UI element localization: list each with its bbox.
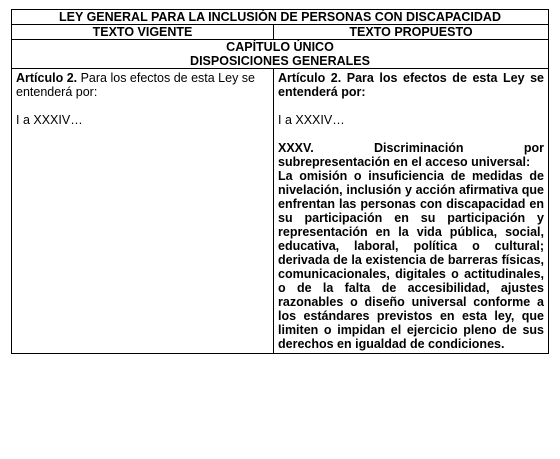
proposed-text-cell xyxy=(274,69,549,354)
proposed-range: I a XXXIV… xyxy=(278,113,345,127)
law-title: LEY GENERAL PARA LA INCLUSIÓN DE PERSONAS CON DISCAPACIDAD xyxy=(12,10,549,25)
proposed-fraction-heading: XXXV. Discriminación por subrepresentación en el acceso universal: xyxy=(278,141,544,169)
chapter-heading xyxy=(12,40,549,69)
current-article-label: Artículo 2. xyxy=(16,71,78,85)
current-range: I a XXXIV… xyxy=(16,113,83,127)
column-header-current: TEXTO VIGENTE xyxy=(12,25,274,40)
current-article-text: Para los efectos de esta Ley se entenderá por: xyxy=(16,71,256,99)
proposed-fraction-body: La omisión o insuficiencia de medidas de nivelación, inclusión y acción afirmativa que enfrentan las personas con discapacidad en su participación en su participación y representación en la vida pública, social, educativa, laboral, política o cultural; derivada de la existencia de barreras físicas, comunicacionales, digitales o actitudinales, o de la falta de accesibilidad, ajustes razonables o diseño universal conforme a los estándares previstos en esta ley, que limiten o impidan el ejercicio pleno de sus derechos en igualdad de condiciones. xyxy=(278,169,544,351)
proposed-article-intro: Artículo 2. Para los efectos de esta Ley se entenderá por: xyxy=(278,71,544,99)
column-header-proposed: TEXTO PROPUESTO xyxy=(274,25,549,40)
comparison-table xyxy=(11,9,549,354)
chapter-subtitle: DISPOSICIONES GENERALES xyxy=(190,54,370,68)
current-text-cell xyxy=(12,69,274,354)
chapter-title: CAPÍTULO ÚNICO xyxy=(226,40,334,54)
current-article-intro xyxy=(16,71,269,99)
